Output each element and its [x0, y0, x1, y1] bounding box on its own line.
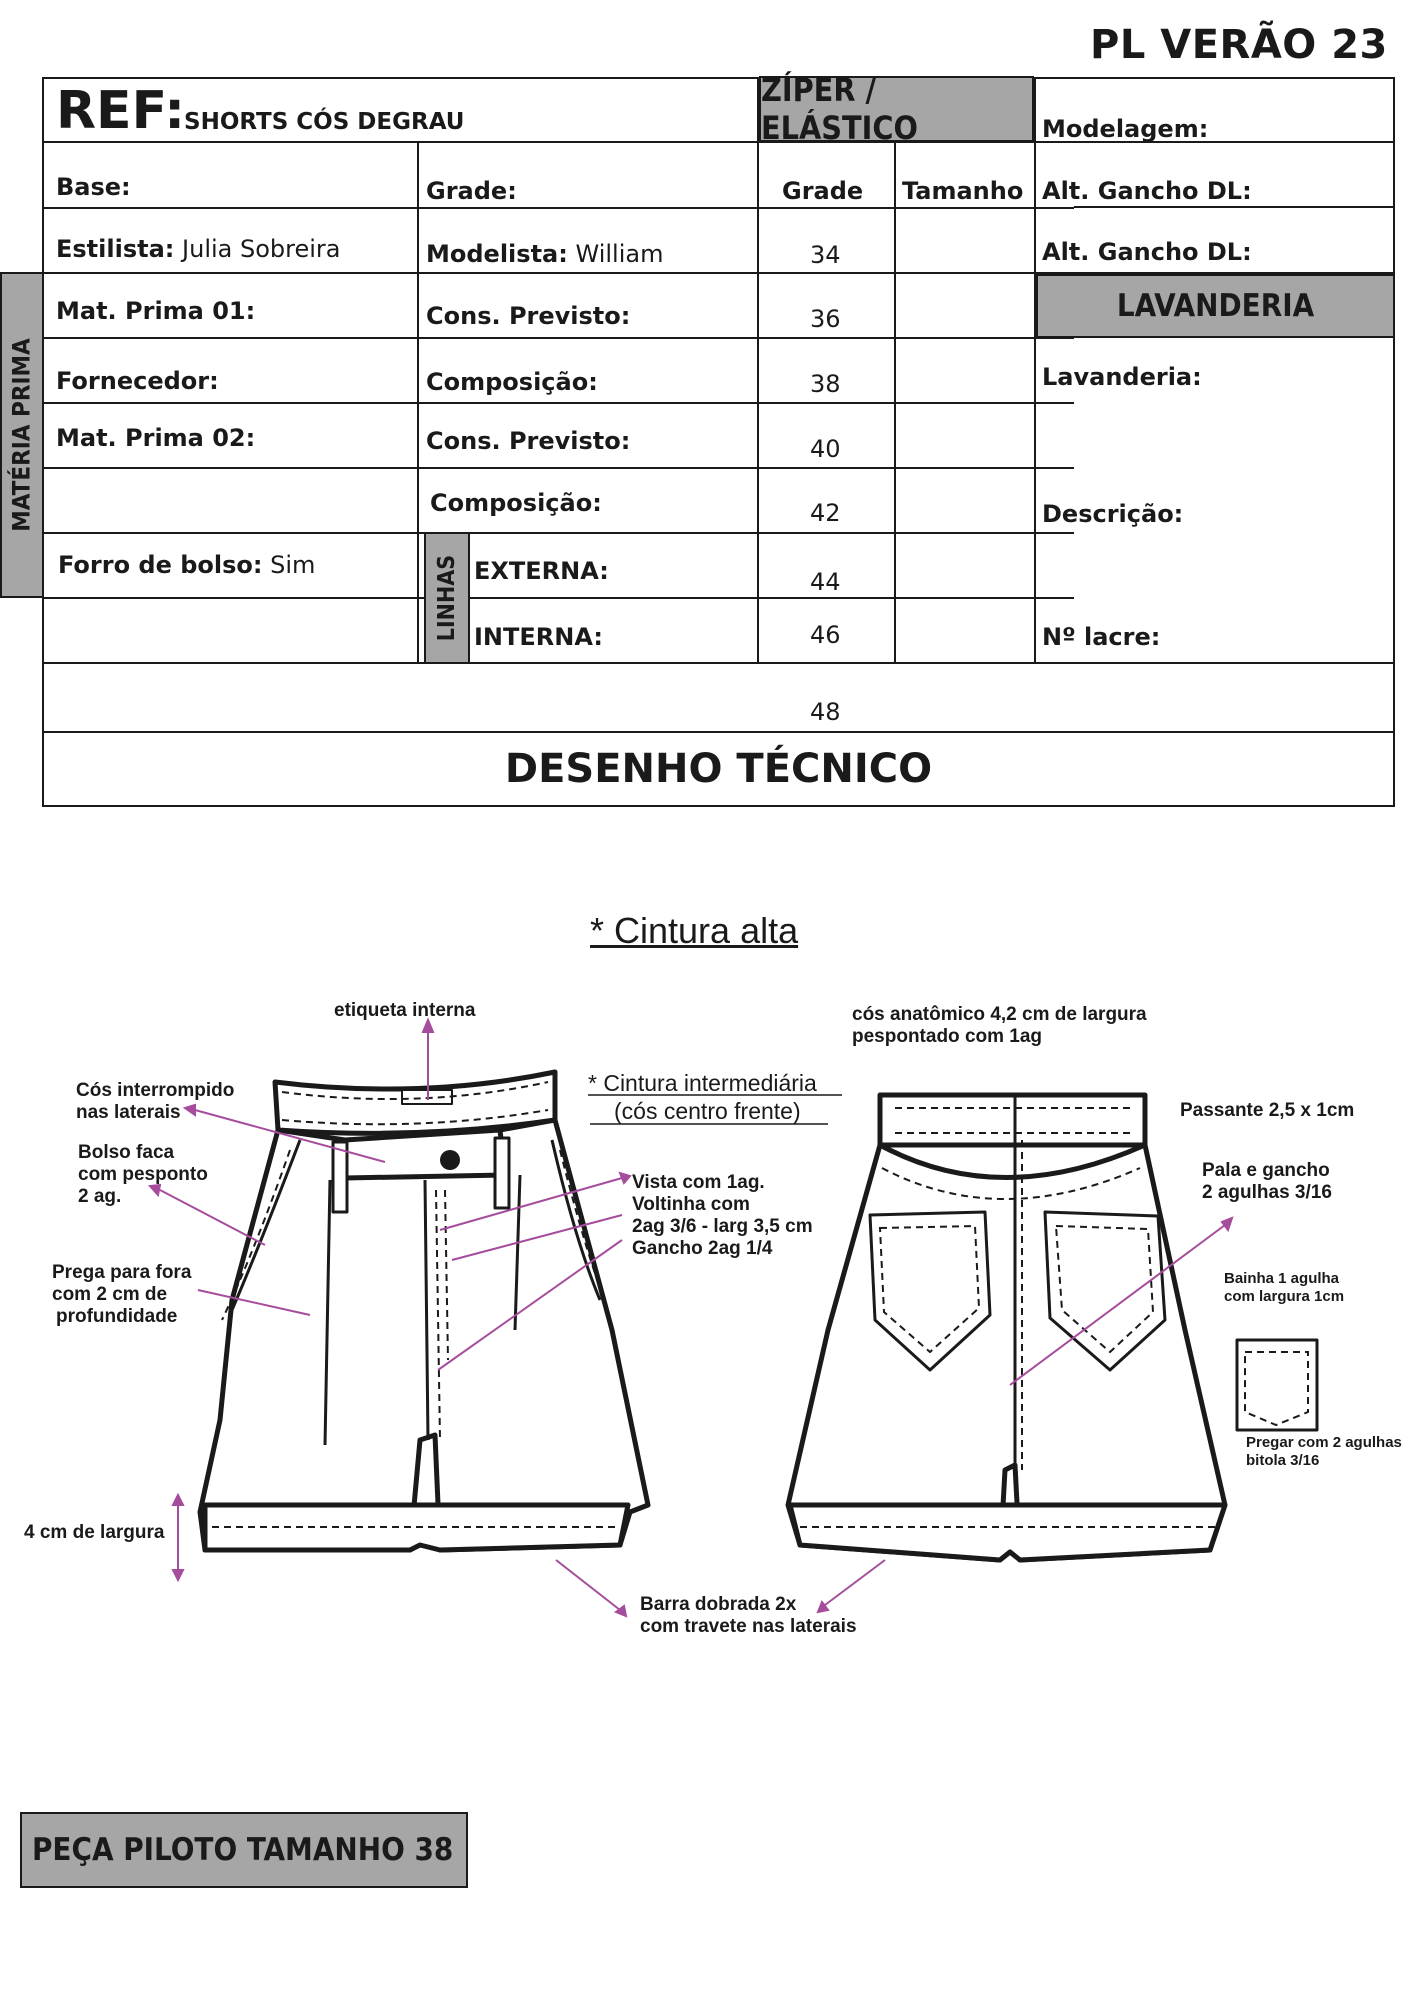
note-attach-1: Pregar com 2 agulhas: [1246, 1434, 1402, 1451]
mid-waist-subheading: (cós centro frente): [614, 1098, 801, 1124]
mat1-label: Mat. Prima 01:: [56, 297, 256, 325]
note-fly-3: 2ag 3/6 - larg 3,5 cm: [632, 1216, 813, 1237]
base-label: Base:: [56, 173, 131, 201]
front-button: [440, 1150, 460, 1170]
supplier-label: Fornecedor:: [56, 367, 219, 395]
thread-external-label: EXTERNA:: [474, 557, 609, 585]
note-hem-1: Barra dobrada 2x: [640, 1594, 797, 1615]
note-internal-label: etiqueta interna: [334, 1000, 476, 1021]
thread-internal-label: INTERNA:: [474, 623, 603, 651]
size-grid-size-header: Tamanho: [902, 177, 1024, 205]
note-attach-2: bitola 3/16: [1246, 1452, 1320, 1469]
note-pocket-hem-2: com largura 1cm: [1224, 1288, 1345, 1305]
note-belt-loop: Passante 2,5 x 1cm: [1180, 1100, 1355, 1121]
description-label: Descrição:: [1042, 500, 1184, 528]
stylist-value: Julia Sobreira: [182, 235, 341, 263]
drawing-title: DESENHO TÉCNICO: [504, 746, 933, 792]
note-pleat-2: com 2 cm de: [52, 1284, 168, 1305]
raw-material-section-label: MATÉRIA PRIMA: [8, 338, 37, 532]
composition1-label: Composição:: [426, 368, 598, 396]
ref-label: REF:: [56, 81, 186, 141]
ref-value: SHORTS CÓS DEGRAU: [184, 109, 465, 135]
grade-label: Grade:: [426, 177, 517, 205]
modelagem-label: Modelagem:: [1042, 115, 1209, 143]
pilot-size-badge: [20, 1812, 468, 1888]
note-waist-interrupted-1: Cós interrompido: [76, 1080, 235, 1101]
mat2-label: Mat. Prima 02:: [56, 424, 256, 452]
size-cell: 40: [810, 435, 841, 463]
size-cell: 42: [810, 499, 841, 527]
laundry-header-label: LAVANDERIA: [1116, 288, 1315, 324]
season-title: PL VERÃO 23: [1090, 22, 1388, 68]
note-yoke-2: 2 agulhas 3/16: [1202, 1182, 1332, 1203]
composition2-label: Composição:: [430, 489, 602, 517]
alt-gancho-label-2: Alt. Gancho DL:: [1042, 238, 1252, 266]
closure-header-label: ZÍPER / ELÁSTICO: [761, 71, 918, 147]
alt-gancho-label-1: Alt. Gancho DL:: [1042, 177, 1252, 205]
note-fly-2: Voltinha com: [632, 1194, 750, 1215]
high-waist-heading: * Cintura alta: [590, 910, 799, 951]
size-cell: 48: [810, 698, 841, 726]
note-hem-2: com travete nas laterais: [640, 1616, 857, 1637]
note-pocket-2: com pesponto: [78, 1164, 208, 1185]
pilot-size-label: PEÇA PILOTO TAMANHO 38: [32, 1832, 454, 1868]
mid-waist-heading: * Cintura intermediária: [588, 1070, 817, 1096]
note-waistband-2: pespontado com 1ag: [852, 1026, 1043, 1047]
pocket-lining-label: Forro de bolso:: [58, 551, 263, 579]
note-fly-1: Vista com 1ag.: [632, 1172, 765, 1193]
size-cell: 36: [810, 305, 841, 333]
note-waistband-1: cós anatômico 4,2 cm de largura: [852, 1004, 1147, 1025]
stylist-label: Estilista:: [56, 235, 175, 263]
note-pleat-1: Prega para fora: [52, 1262, 192, 1283]
size-cell: 34: [810, 241, 841, 269]
patternmaker-label: Modelista:: [426, 240, 568, 268]
front-shorts-sketch: [200, 1072, 648, 1550]
size-cell: 46: [810, 621, 841, 649]
note-fly-4: Gancho 2ag 1/4: [632, 1238, 773, 1259]
patternmaker-value: William: [575, 240, 664, 268]
laundry-label: Lavanderia:: [1042, 363, 1202, 391]
size-grid-grade-header: Grade: [782, 177, 864, 205]
size-cell: 38: [810, 370, 841, 398]
note-pocket-1: Bolso faca: [78, 1142, 175, 1163]
consumption2-label: Cons. Previsto:: [426, 427, 631, 455]
note-pocket-hem-1: Bainha 1 agulha: [1224, 1270, 1340, 1287]
consumption1-label: Cons. Previsto:: [426, 302, 631, 330]
note-pocket-3: 2 ag.: [78, 1186, 122, 1207]
note-waist-interrupted-2: nas laterais: [76, 1102, 181, 1123]
pocket-lining-value: Sim: [270, 551, 316, 579]
seal-label: Nº lacre:: [1042, 623, 1161, 651]
threads-section-label: LINHAS: [434, 554, 460, 642]
note-yoke-1: Pala e gancho: [1202, 1160, 1330, 1181]
note-pleat-3: profundidade: [56, 1306, 178, 1327]
size-cell: 44: [810, 568, 841, 596]
note-hem-width: 4 cm de largura: [24, 1522, 165, 1543]
